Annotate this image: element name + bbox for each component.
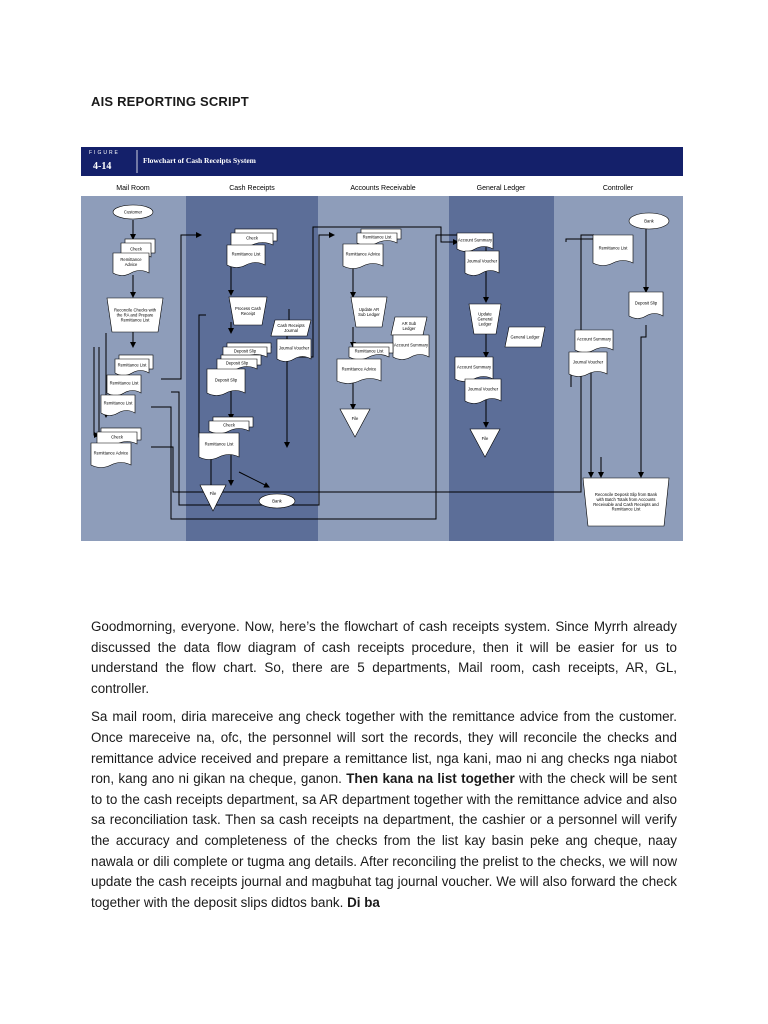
lane-header-label: General Ledger [476, 185, 526, 192]
lane-header-label: Accounts Receivable [350, 185, 416, 192]
flowchart-svg [81, 147, 683, 541]
flow-shape-label: Remittance List [109, 380, 139, 386]
flow-shape-label: Remittance List [204, 441, 234, 447]
flow-shape-label: Journal Voucher [278, 345, 310, 351]
flow-shape-label: Reconcile Checks with the RA and Prepare Remittance List [113, 307, 157, 323]
lane-header-label: Cash Receipts [229, 185, 275, 192]
flow-shape-label: File [209, 491, 217, 497]
flow-shape-label: Remittance List [103, 400, 133, 406]
flow-shape-label: Remittance Advice [345, 251, 381, 257]
flow-shape-label: Deposit Slip [214, 377, 238, 383]
flow-shape-label: Journal Voucher [467, 386, 499, 392]
lane-header-label: Controller [602, 185, 634, 192]
text-run: with the check will be sent to to the cash receipts department, sa AR department together with the remittance advice and also sa reconciliation task. Then sa cash receipts na department, the cashier or a personnel will verify the accuracy and completeness of the checks from the list kay basin peke ang cheque, naay nawala or dili complete or tugma ang details. After reconciling the prelist to the checks, we will now update the cash receipts journal and magbuhat tag journal voucher. We will also forward the check together with the deposit slips didtos bank. [91, 771, 677, 910]
controller-reconcile-process [583, 478, 669, 526]
flow-shape-label: Customer [123, 209, 143, 215]
flow-shape-label: Remittance List [354, 348, 384, 354]
flow-shape-label: Update General Ledger [477, 311, 493, 327]
paragraph [91, 617, 677, 699]
flow-shape-label: Remittance List [362, 234, 392, 240]
bold-text-run: Di ba [347, 894, 380, 910]
flow-shape-label: File [481, 435, 489, 441]
cash-receipts-flowchart-figure [81, 147, 683, 541]
flow-shape-label: AR Sub Ledger [401, 321, 417, 331]
text-run: Sa mail room, diria mareceive ang check together with the remittance advice from the customer. Once mareceive na, ofc, the personnel will sort the records, they will reconcile the checks and remittance advice received and prepare a remittance list, nga kani, mao ni ang checks nga niabot ron, kang ano ni gikan na cheque, ganon. [91, 709, 677, 787]
flow-shape-label: Reconcile Deposit Slip from Bank with Batch Totals from Accounts Receivable and Cash Receipts and Remittance List [593, 492, 659, 512]
cr-cash-receipts-journal [271, 320, 311, 336]
controller-remittance-list [593, 235, 633, 266]
ar-sub-ledger [391, 317, 427, 335]
flow-shape-label: Account Summary [576, 336, 612, 342]
paragraph [91, 707, 677, 913]
figure-number: 4-14 [93, 161, 112, 172]
flow-shape-label: Remittance List [231, 251, 261, 257]
flow-shape-label: Update AR Sub Ledger [358, 307, 380, 317]
document-title: AIS REPORTING SCRIPT [91, 94, 249, 109]
flow-shape-label: Check [111, 434, 123, 440]
flow-shape-label: Remittance List [117, 362, 147, 368]
figure-tag: FIGURE [89, 150, 120, 156]
customer-terminal [113, 205, 153, 219]
flow-shape-label: Account Summary [393, 342, 429, 348]
flow-shape-label: Journal Voucher [572, 359, 604, 365]
figure-caption: Flowchart of Cash Receipts System [143, 156, 256, 165]
flow-shape-label: Process Cash Receipt [234, 306, 262, 316]
ar-update-subledger [351, 297, 387, 327]
flow-shape-label: Cash Receipts Journal [277, 323, 305, 333]
flow-shape-label: Check [223, 422, 235, 428]
gl-update-ledger [469, 304, 501, 334]
bold-text-run: Then kana na list together [346, 771, 515, 787]
flow-shape-label: Deposit Slip [233, 348, 257, 354]
flow-shape-label: General Ledger [510, 334, 540, 340]
cr-process-cash-receipt [229, 297, 267, 325]
flow-shape-label: Account Summary [456, 364, 492, 370]
flow-shape-label: Bank [644, 218, 654, 224]
gl-general-ledger [505, 327, 545, 347]
flow-shape-label: Deposit Slip [225, 360, 249, 366]
lane-header-label: Mail Room [116, 185, 150, 192]
flow-shape-label: Deposit Slip [634, 300, 658, 306]
flow-shape-label: Remittance List [598, 245, 628, 251]
flow-shape-label: Check [246, 235, 258, 241]
flow-shape-label: Remittance Advice [120, 257, 142, 267]
flow-shape-label: Account Summary [457, 237, 493, 243]
flow-shape-label: Remittance Advice [93, 450, 129, 456]
flow-shape-label: File [351, 415, 359, 421]
flow-shape-label: Remittance Advice [341, 366, 377, 372]
flow-shape-label: Check [130, 246, 142, 252]
cr-bank-terminal [259, 494, 295, 508]
flow-shape-label: Journal Voucher [466, 258, 498, 264]
mailroom-reconcile-process [107, 298, 163, 332]
flow-shape-label: Bank [272, 498, 282, 504]
script-body [91, 617, 677, 921]
controller-bank-terminal [629, 213, 669, 229]
text-run: Goodmorning, everyone. Now, here’s the flowchart of cash receipts system. Since Myrrh already discussed the data flow diagram of cash receipts procedure, then it will be easier for us to understand the flow chart. So, there are 5 departments, Mail room, cash receipts, AR, GL, controller. [91, 619, 677, 696]
